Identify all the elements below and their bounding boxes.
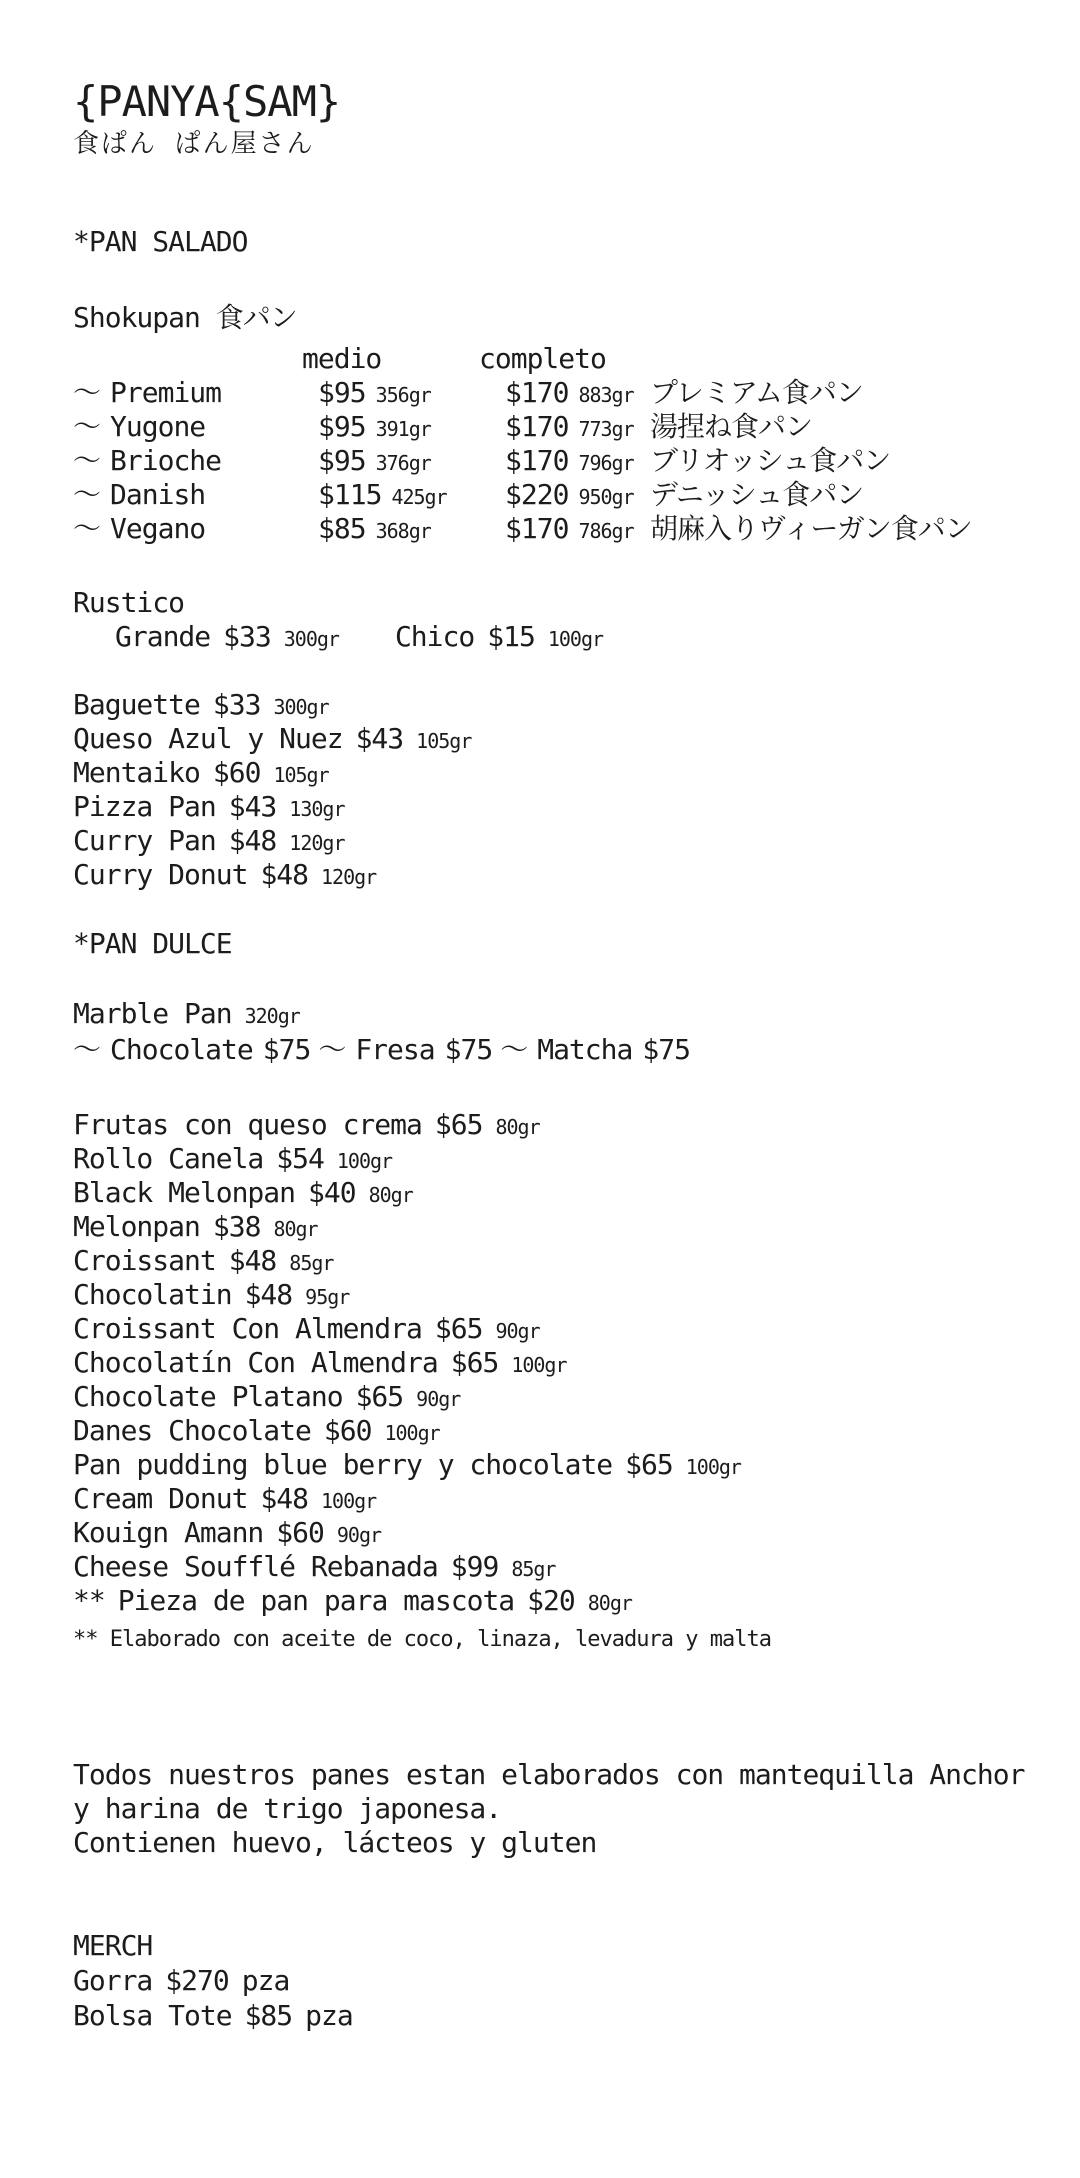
item-weight-completo: 773gr	[578, 417, 634, 441]
menu-item-row	[73, 1278, 1050, 1312]
item-weight: 100gr	[384, 1421, 440, 1445]
item-weight: 120gr	[289, 831, 345, 855]
item-price: $33	[212, 688, 261, 721]
item-name-cell	[73, 478, 318, 512]
flavor-entry	[500, 1032, 690, 1068]
wave-dash: 〜	[73, 512, 101, 545]
page-title: {PANYA{SAM}	[73, 77, 341, 126]
item-price: $40	[308, 1176, 356, 1209]
rustico-sizes-row	[73, 620, 1050, 656]
item-price: $48	[260, 1482, 309, 1515]
item-weight: 90gr	[495, 1319, 540, 1343]
menu-item-row	[73, 790, 1050, 824]
item-name-japanese: ブリオッシュ食パン	[650, 444, 891, 477]
medio-cell	[318, 478, 505, 514]
item-name: Croissant	[73, 1244, 216, 1277]
shokupan-row	[73, 478, 1050, 512]
wave-dash: 〜	[318, 1033, 346, 1066]
mascota-footnote: ** Elaborado con aceite de coco, linaza, levadura y malta	[73, 1627, 771, 1652]
item-weight-completo: 796gr	[578, 451, 634, 475]
item-name: Curry Donut	[73, 858, 248, 891]
item-name: Chocolatín Con Almendra	[73, 1346, 438, 1379]
item-price-completo: $170	[505, 410, 569, 443]
item-weight: 85gr	[511, 1557, 556, 1581]
item-weight: 90gr	[336, 1523, 382, 1547]
item-weight: 80gr	[587, 1591, 632, 1615]
section-heading-merch: MERCH	[73, 1929, 153, 1962]
item-price: $65	[434, 1108, 483, 1141]
item-name: Pizza Pan	[73, 790, 216, 823]
item-name: Cheese Soufflé Rebanada	[73, 1550, 438, 1583]
item-weight: 100gr	[511, 1353, 567, 1377]
item-name: Melonpan	[73, 1210, 200, 1243]
item-price: $43	[228, 790, 277, 823]
item-name-japanese: 胡麻入りヴィーガン食パン	[650, 512, 972, 545]
item-name: Frutas con queso crema	[73, 1108, 422, 1141]
flavor-entry	[318, 1032, 492, 1068]
item-name: Vegano	[110, 512, 206, 545]
menu-item-row	[73, 1584, 1050, 1618]
item-price: $48	[244, 1278, 293, 1311]
column-header-medio: medio	[302, 342, 382, 375]
item-name: Queso Azul y Nuez	[73, 722, 343, 755]
menu-item-row	[73, 1142, 1050, 1176]
flavor-price: $75	[262, 1033, 311, 1066]
shokupan-title: Shokupan 食パン	[73, 301, 297, 334]
item-unit: pza	[241, 1964, 290, 1997]
menu-item-row	[73, 1482, 1050, 1516]
item-name-japanese: プレミアム食パン	[650, 376, 863, 409]
item-name: Danish	[110, 478, 206, 511]
wave-dash: 〜	[500, 1033, 528, 1066]
menu-item-row	[73, 1414, 1050, 1448]
menu-item-row	[73, 1210, 1050, 1244]
shokupan-row	[73, 376, 1050, 410]
item-name: Pan pudding blue berry y chocolate	[73, 1448, 613, 1481]
note-line: Todos nuestros panes estan elaborados con mantequilla Anchor	[73, 1758, 1025, 1791]
marble-flavors-row	[73, 1032, 1050, 1068]
item-name: Danes Chocolate	[73, 1414, 311, 1447]
rustico-title: Rustico	[73, 586, 185, 619]
menu-header	[73, 78, 1050, 160]
menu-item-row	[73, 722, 1050, 756]
rustico-size	[395, 620, 603, 656]
item-weight: 300gr	[273, 695, 329, 719]
item-price: $33	[223, 620, 271, 653]
asterisk-prefix: **	[73, 1584, 105, 1617]
item-price-completo: $170	[505, 512, 569, 545]
menu-item-row	[73, 1108, 1050, 1142]
menu-item-row	[73, 824, 1050, 858]
item-weight: 320gr	[244, 1004, 300, 1028]
item-price: $270	[165, 1964, 229, 1997]
item-name-cell	[73, 444, 318, 478]
item-price-completo: $170	[505, 444, 569, 477]
completo-cell	[505, 376, 650, 412]
wave-dash: 〜	[73, 376, 101, 409]
rustico-group	[73, 586, 1050, 656]
shokupan-row	[73, 444, 1050, 478]
item-price: $54	[276, 1142, 324, 1175]
item-weight: 300gr	[283, 627, 339, 651]
item-weight-completo: 786gr	[578, 519, 634, 543]
pan-dulce-items	[73, 1108, 1050, 1618]
item-name: Mentaiko	[73, 756, 200, 789]
item-price: $15	[487, 620, 535, 653]
item-name: Marble Pan	[73, 997, 232, 1030]
menu-item-row	[73, 1550, 1050, 1584]
item-price: $48	[228, 824, 277, 857]
shokupan-row	[73, 410, 1050, 444]
flavor-entry	[73, 1032, 310, 1068]
item-price: $48	[260, 858, 309, 891]
item-name: Brioche	[110, 444, 222, 477]
rustico-size	[115, 620, 339, 656]
menu-item-row	[73, 1346, 1050, 1380]
menu-item-row	[73, 858, 1050, 892]
merch-section	[73, 1928, 1050, 2033]
medio-cell	[318, 444, 505, 480]
shokupan-row	[73, 512, 1050, 546]
ingredients-notes	[73, 1758, 1050, 1860]
item-name: Cream Donut	[73, 1482, 248, 1515]
item-weight: 80gr	[368, 1183, 413, 1207]
item-price-medio: $95	[318, 376, 366, 409]
flavor-name: Fresa	[355, 1033, 435, 1066]
item-name: Grande	[115, 620, 211, 653]
item-price-medio: $115	[318, 478, 382, 511]
wave-dash: 〜	[73, 410, 101, 443]
item-unit: pza	[305, 1999, 353, 2032]
item-name-cell	[73, 410, 318, 444]
menu-item-row	[73, 1312, 1050, 1346]
item-weight: 85gr	[289, 1251, 334, 1275]
item-name: Chocolate Platano	[73, 1380, 343, 1413]
item-name: Croissant Con Almendra	[73, 1312, 422, 1345]
item-price: $85	[244, 1999, 293, 2032]
menu-item-row	[73, 1380, 1050, 1414]
item-price-completo: $170	[505, 376, 569, 409]
medio-cell	[318, 512, 505, 548]
item-weight: 100gr	[547, 627, 604, 651]
menu-item-row	[73, 1516, 1050, 1550]
item-weight: 90gr	[416, 1387, 461, 1411]
item-name: Chocolatin	[73, 1278, 232, 1311]
item-weight: 100gr	[336, 1149, 393, 1173]
wave-dash: 〜	[73, 1033, 101, 1066]
item-price: $65	[450, 1346, 499, 1379]
medio-cell	[318, 410, 505, 446]
item-name: Black Melonpan	[73, 1176, 296, 1209]
item-price-medio: $85	[318, 512, 366, 545]
item-weight: 105gr	[273, 763, 329, 787]
item-weight: 80gr	[273, 1217, 318, 1241]
item-weight: 95gr	[305, 1285, 350, 1309]
section-heading-pan-dulce: *PAN DULCE	[73, 927, 232, 960]
shokupan-header-row	[73, 342, 1050, 376]
item-weight-medio: 368gr	[375, 519, 431, 543]
merch-item-row	[73, 1998, 1050, 2033]
item-price-completo: $220	[505, 478, 569, 511]
item-name-japanese: デニッシュ食パン	[650, 478, 864, 511]
item-weight: 105gr	[416, 729, 472, 753]
marble-pan-group	[73, 996, 1050, 1068]
pan-salado-items	[73, 688, 1050, 892]
item-price: $99	[450, 1550, 499, 1583]
item-weight-medio: 391gr	[375, 417, 431, 441]
menu-item-row	[73, 1448, 1050, 1482]
item-name: Pieza de pan para mascota	[117, 1584, 515, 1617]
item-weight-completo: 950gr	[578, 485, 634, 509]
item-price: $60	[212, 756, 261, 789]
item-price: $38	[212, 1210, 261, 1243]
note-line: y harina de trigo japonesa.	[73, 1792, 502, 1825]
note-line: Contienen huevo, lácteos y gluten	[73, 1826, 597, 1859]
column-header-completo: completo	[479, 342, 606, 375]
shokupan-table	[73, 342, 1050, 546]
item-name: Premium	[110, 376, 222, 409]
page-subtitle: 食ぱん ぱん屋さん	[73, 129, 315, 159]
item-name: Bolsa Tote	[73, 1999, 232, 2032]
item-name-japanese: 湯捏ね食パン	[650, 410, 813, 443]
merch-item-row	[73, 1963, 1050, 1998]
completo-cell	[505, 512, 650, 548]
completo-cell	[505, 410, 650, 446]
flavor-name: Matcha	[537, 1033, 633, 1066]
item-price-medio: $95	[318, 444, 366, 477]
completo-cell	[505, 478, 650, 514]
item-name-cell	[73, 376, 318, 410]
item-price: $60	[276, 1516, 324, 1549]
flavor-price: $75	[642, 1033, 690, 1066]
menu-item-row	[73, 756, 1050, 790]
item-price: $65	[434, 1312, 483, 1345]
item-name: Yugone	[110, 410, 206, 443]
menu-item-row	[73, 996, 1050, 1032]
item-name: Baguette	[73, 688, 200, 721]
item-price: $48	[228, 1244, 277, 1277]
item-price: $20	[527, 1584, 575, 1617]
item-price: $43	[355, 722, 404, 755]
item-name: Kouign Amann	[73, 1516, 264, 1549]
item-price: $65	[355, 1380, 404, 1413]
menu-item-row	[73, 1176, 1050, 1210]
item-weight-medio: 376gr	[375, 451, 431, 475]
item-name: Rollo Canela	[73, 1142, 264, 1175]
medio-cell	[318, 376, 505, 412]
menu-item-row	[73, 1244, 1050, 1278]
item-weight: 80gr	[495, 1115, 540, 1139]
item-weight: 120gr	[321, 865, 377, 889]
flavor-name: Chocolate	[110, 1033, 253, 1066]
item-name: Chico	[394, 620, 475, 653]
item-weight-medio: 356gr	[375, 383, 431, 407]
flavor-price: $75	[444, 1033, 493, 1066]
item-weight: 130gr	[289, 797, 345, 821]
item-price: $60	[323, 1414, 372, 1447]
item-weight-completo: 883gr	[578, 383, 634, 407]
completo-cell	[505, 444, 650, 480]
wave-dash: 〜	[73, 478, 101, 511]
item-price-medio: $95	[318, 410, 366, 443]
item-weight-medio: 425gr	[391, 485, 447, 509]
item-price: $65	[625, 1448, 673, 1481]
item-weight: 100gr	[321, 1489, 377, 1513]
wave-dash: 〜	[73, 444, 101, 477]
item-name-cell	[73, 512, 318, 546]
item-weight: 100gr	[685, 1455, 741, 1479]
item-name: Curry Pan	[73, 824, 216, 857]
section-heading-pan-salado: *PAN SALADO	[73, 225, 248, 258]
menu-item-row	[73, 688, 1050, 722]
item-name: Gorra	[73, 1964, 153, 1997]
